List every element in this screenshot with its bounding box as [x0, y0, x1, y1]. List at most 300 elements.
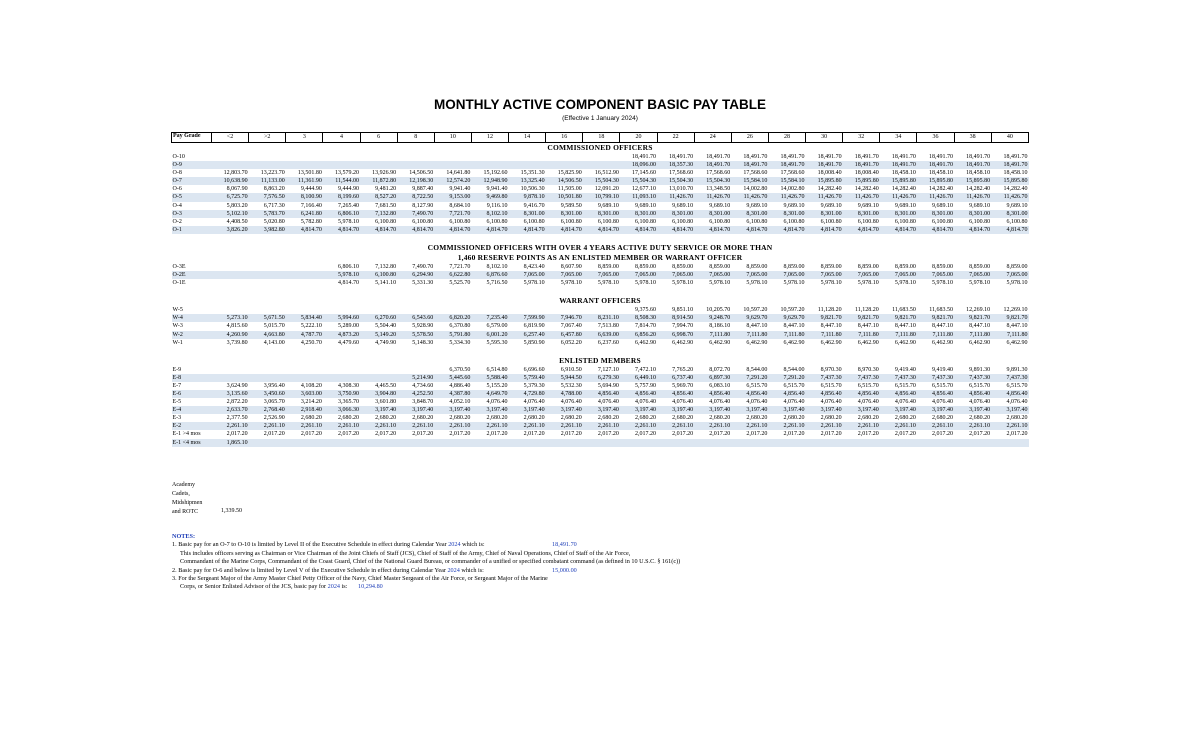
- section-heading: COMMISSIONED OFFICERS: [547, 143, 653, 152]
- pay-cell: 8,863.20: [263, 186, 285, 193]
- pay-cell: 6,462.90: [932, 339, 954, 346]
- pay-cell: 6,515.70: [783, 382, 805, 389]
- years-header: 3: [286, 133, 323, 143]
- pay-cell: 6,515.70: [894, 382, 916, 389]
- pay-cell: 10,506.30: [520, 186, 545, 193]
- years-header: 30: [806, 133, 843, 143]
- pay-grade-cell: E-6: [172, 390, 212, 398]
- pay-cell: [509, 153, 546, 161]
- pay-cell: 4,076.40: [820, 399, 842, 406]
- pay-cell: [434, 439, 471, 447]
- pay-cell: 4,076.40: [894, 399, 916, 406]
- pay-cell: 3,197.40: [991, 406, 1028, 414]
- pay-cell: 8,301.00: [546, 210, 583, 218]
- pay-cell: 7,067.40: [560, 323, 582, 330]
- pay-cell: 6,820.20: [434, 314, 471, 322]
- pay-cell: 3,065.70: [263, 399, 285, 406]
- pay-cell: [397, 306, 434, 314]
- pay-cell: 18,491.70: [669, 154, 694, 160]
- pay-cell: 9,444.90: [300, 186, 322, 193]
- pay-cell: 5,978.10: [635, 280, 657, 287]
- pay-cell: 6,515.70: [1006, 382, 1028, 389]
- pay-cell: 7,681.50: [375, 202, 397, 209]
- pay-cell: 2,680.20: [449, 415, 471, 422]
- pay-cell: 4,076.40: [523, 399, 545, 406]
- pay-cell: 7,111.80: [843, 331, 880, 339]
- pay-cell: [471, 306, 508, 314]
- years-header: 10: [434, 133, 471, 143]
- pay-grade-cell: E-3: [172, 415, 182, 422]
- pay-cell: 8,186.10: [709, 323, 731, 330]
- pay-cell: 9,689.10: [709, 202, 731, 209]
- pay-cell: [212, 153, 249, 161]
- pay-cell: 2,680.20: [412, 415, 434, 422]
- pay-cell: 4,250.70: [300, 339, 322, 346]
- pay-cell: [694, 439, 731, 447]
- pay-cell: [397, 153, 434, 161]
- pay-cell: [360, 306, 397, 314]
- pay-cell: 15,351.30: [520, 170, 545, 177]
- pay-grade-cell: O-3: [172, 210, 212, 218]
- pay-cell: 18,458.10: [929, 170, 954, 177]
- pay-cell: [323, 306, 360, 314]
- pay-cell: 4,143.00: [263, 339, 285, 346]
- pay-cell: 11,128.20: [855, 307, 879, 314]
- pay-cell: 6,462.90: [672, 339, 694, 346]
- pay-cell: 3,197.40: [880, 406, 917, 414]
- pay-cell: 4,814.70: [954, 226, 991, 234]
- pay-cell: 12,574.20: [434, 177, 471, 185]
- pay-cell: 4,788.00: [546, 390, 583, 398]
- pay-cell: 2,633.70: [212, 406, 249, 414]
- pay-cell: 6,100.80: [1006, 218, 1028, 225]
- pay-grade-cell: W-2: [172, 331, 212, 339]
- pay-cell: 8,544.00: [783, 366, 805, 373]
- pay-cell: [546, 161, 583, 169]
- pay-cell: 11,426.70: [806, 193, 843, 201]
- pay-cell: 11,133.00: [249, 177, 286, 185]
- pay-cell: 9,821.70: [917, 314, 954, 322]
- pay-cell: [509, 439, 546, 447]
- pay-cell: 7,490.70: [397, 210, 434, 218]
- section-heading-row: [172, 356, 1029, 366]
- pay-cell: 10,597.20: [743, 307, 768, 314]
- pay-grade-cell: O-6: [172, 186, 182, 193]
- pay-cell: 8,859.00: [857, 263, 879, 270]
- pay-cell: 9,153.00: [434, 193, 471, 201]
- pay-cell: 4,734.60: [412, 382, 434, 389]
- pay-cell: [546, 306, 583, 314]
- pay-cell: 11,544.00: [323, 177, 360, 185]
- pay-cell: 7,994.70: [672, 323, 694, 330]
- pay-cell: 7,132.80: [360, 210, 397, 218]
- pay-cell: 8,301.00: [694, 210, 731, 218]
- pay-cell: 5,978.10: [783, 280, 805, 287]
- pay-cell: 2,261.10: [657, 422, 694, 430]
- pay-cell: 16,512.90: [594, 170, 619, 177]
- note-1: 1. Basic pay for an O-7 to O-10 is limited by Level II of the Executive Schedule in effect during Calendar Year 2024 which is: 18,491.70: [172, 541, 577, 549]
- pay-cell: 2,680.20: [597, 415, 619, 422]
- note-1-year: 2024: [448, 541, 461, 549]
- pay-cell: 2,261.10: [286, 422, 323, 430]
- pay-cell: 2,261.10: [360, 422, 397, 430]
- pay-cell: 18,491.70: [966, 154, 991, 160]
- pay-cell: 5,978.10: [560, 280, 582, 287]
- pay-cell: 7,127.10: [597, 366, 619, 373]
- pay-cell: 2,261.10: [397, 422, 434, 430]
- pay-cell: 2,680.20: [560, 415, 582, 422]
- pay-cell: 6,514.80: [486, 366, 508, 373]
- table-row: [172, 226, 1029, 234]
- pay-cell: 6,449.10: [620, 374, 657, 382]
- pay-cell: 17,568.60: [669, 170, 694, 177]
- pay-cell: 4,856.40: [620, 390, 657, 398]
- pay-cell: 2,261.10: [323, 422, 360, 430]
- pay-cell: 10,638.90: [212, 177, 249, 185]
- pay-cell: 18,491.70: [954, 161, 991, 169]
- pay-cell: 9,469.80: [471, 193, 508, 201]
- pay-cell: 4,814.70: [731, 226, 768, 234]
- pay-cell: 7,065.00: [583, 271, 620, 279]
- pay-cell: 5,978.10: [323, 271, 360, 279]
- pay-cell: 4,856.40: [843, 390, 880, 398]
- pay-cell: 2,680.20: [894, 415, 916, 422]
- pay-cell: 11,093.10: [620, 193, 657, 201]
- pay-cell: 5,331.30: [412, 280, 434, 287]
- pay-cell: 5,834.40: [286, 314, 323, 322]
- pay-cell: 15,504.30: [620, 177, 657, 185]
- table-row: [172, 314, 1029, 322]
- pay-grade-cell: W-4: [172, 314, 212, 322]
- pay-cell: 6,241.80: [286, 210, 323, 218]
- pay-cell: 8,544.00: [746, 366, 768, 373]
- pay-cell: 4,729.80: [509, 390, 546, 398]
- years-header: 20: [620, 133, 657, 143]
- pay-cell: 6,462.90: [857, 339, 879, 346]
- pay-cell: 3,197.40: [657, 406, 694, 414]
- pay-cell: 17,568.60: [743, 170, 768, 177]
- pay-cell: 5,525.70: [449, 280, 471, 287]
- pay-cell: 8,231.10: [583, 314, 620, 322]
- pay-cell: [249, 439, 286, 447]
- pay-grade-cell: O-2: [172, 218, 182, 225]
- pay-cell: [286, 279, 323, 287]
- pay-cell: 6,237.60: [597, 339, 619, 346]
- pay-cell: 3,739.80: [226, 339, 248, 346]
- table-row: [172, 374, 1029, 382]
- pay-cell: 3,197.40: [917, 406, 954, 414]
- pay-cell: 9,416.70: [523, 202, 545, 209]
- pay-cell: 8,072.70: [709, 366, 731, 373]
- pay-cell: 6,515.70: [969, 382, 991, 389]
- pay-cell: 8,301.00: [620, 210, 657, 218]
- pay-cell: 5,578.50: [397, 331, 434, 339]
- pay-cell: 6,100.80: [672, 218, 694, 225]
- pay-cell: 4,663.80: [249, 331, 286, 339]
- pay-cell: 7,111.80: [991, 331, 1028, 339]
- pay-cell: 5,757.90: [635, 382, 657, 389]
- pay-cell: 6,100.80: [597, 218, 619, 225]
- pay-grade-cell: E-2: [172, 422, 212, 430]
- pay-cell: 5,148.30: [412, 339, 434, 346]
- pay-cell: 4,076.40: [635, 399, 657, 406]
- table-row: [172, 422, 1029, 430]
- pay-cell: 3,956.40: [263, 382, 285, 389]
- pay-cell: 2,017.20: [783, 431, 805, 438]
- pay-cell: 8,447.10: [969, 323, 991, 330]
- pay-cell: 5,978.10: [820, 280, 842, 287]
- table-row: [172, 430, 1029, 438]
- pay-cell: 15,584.10: [731, 177, 768, 185]
- pay-cell: 2,017.20: [560, 431, 582, 438]
- pay-cell: 8,199.60: [323, 193, 360, 201]
- pay-cell: 5,759.40: [509, 374, 546, 382]
- pay-cell: 7,437.30: [880, 374, 917, 382]
- pay-cell: 9,821.70: [991, 314, 1028, 322]
- pay-cell: 5,504.40: [375, 323, 397, 330]
- pay-cell: 18,491.70: [929, 154, 954, 160]
- pay-cell: 6,370.50: [449, 366, 471, 373]
- pay-cell: 9,689.10: [857, 202, 879, 209]
- pay-cell: 7,065.00: [657, 271, 694, 279]
- pay-cell: 7,065.00: [917, 271, 954, 279]
- pay-cell: 18,096.00: [620, 161, 657, 169]
- pay-cell: 4,787.70: [286, 331, 323, 339]
- pay-cell: 5,978.10: [709, 280, 731, 287]
- pay-cell: 6,100.80: [486, 218, 508, 225]
- pay-grade-cell: O-4: [172, 202, 182, 209]
- pay-cell: 4,814.70: [583, 226, 620, 234]
- pay-cell: 2,261.10: [471, 422, 508, 430]
- note-2-year: 2024: [447, 566, 460, 574]
- pay-cell: 4,076.40: [672, 399, 694, 406]
- section-heading: ENLISTED MEMBERS: [559, 355, 641, 365]
- pay-cell: 2,680.20: [523, 415, 545, 422]
- pay-cell: 3,450.60: [249, 390, 286, 398]
- pay-cell: 18,491.70: [706, 154, 731, 160]
- pay-cell: 5,020.80: [263, 218, 285, 225]
- pay-cell: 5,978.10: [746, 280, 768, 287]
- pay-cell: [249, 263, 286, 271]
- table-row: [172, 161, 1029, 169]
- pay-cell: [397, 366, 434, 374]
- pay-cell: 6,100.80: [412, 218, 434, 225]
- pay-cell: 9,891.30: [969, 366, 991, 373]
- pay-cell: 8,447.10: [894, 323, 916, 330]
- years-header: 36: [917, 133, 954, 143]
- pay-cell: 10,205.70: [706, 307, 731, 314]
- pay-cell: 5,978.10: [338, 218, 360, 225]
- pay-cell: 2,261.10: [694, 422, 731, 430]
- pay-cell: 9,941.40: [449, 186, 471, 193]
- pay-cell: 12,198.30: [397, 177, 434, 185]
- pay-cell: 5,803.20: [226, 202, 248, 209]
- pay-cell: 3,197.40: [583, 406, 620, 414]
- pay-cell: 8,447.10: [1006, 323, 1028, 330]
- pay-cell: 6,370.80: [449, 323, 471, 330]
- pay-cell: 2,261.10: [620, 422, 657, 430]
- pay-cell: [286, 306, 323, 314]
- pay-cell: 7,111.80: [806, 331, 843, 339]
- pay-cell: 14,282.40: [929, 186, 954, 193]
- pay-cell: 9,689.10: [932, 202, 954, 209]
- pay-cell: 2,017.20: [820, 431, 842, 438]
- pay-cell: 2,261.10: [843, 422, 880, 430]
- pay-cell: 6,725.70: [212, 193, 249, 201]
- pay-cell: 18,008.40: [817, 170, 842, 177]
- pay-cell: 6,515.70: [932, 382, 954, 389]
- table-row: [172, 153, 1029, 161]
- years-header: 32: [843, 133, 880, 143]
- pay-cell: 5,978.10: [1006, 280, 1028, 287]
- pay-cell: 10,501.80: [546, 193, 583, 201]
- pay-cell: 15,895.80: [843, 177, 880, 185]
- pay-cell: 17,568.60: [780, 170, 805, 177]
- pay-cell: 5,928.90: [412, 323, 434, 330]
- pay-cell: 3,197.40: [397, 406, 434, 414]
- table-row: [172, 382, 1029, 390]
- pay-cell: 2,017.20: [672, 431, 694, 438]
- pay-cell: 2,768.40: [249, 406, 286, 414]
- pay-cell: 6,462.90: [1006, 339, 1028, 346]
- pay-cell: 5,850.90: [523, 339, 545, 346]
- pay-cell: 11,505.00: [558, 186, 582, 193]
- pay-cell: 8,859.00: [635, 263, 657, 270]
- pay-cell: 3,197.40: [434, 406, 471, 414]
- pay-cell: 4,814.70: [694, 226, 731, 234]
- pay-cell: 6,100.80: [746, 218, 768, 225]
- pay-cell: 9,851.10: [672, 307, 694, 314]
- pay-cell: [360, 439, 397, 447]
- pay-grade-cell: E-1 >4 mos: [172, 431, 201, 438]
- table-row: [172, 271, 1029, 279]
- pay-cell: 2,680.20: [635, 415, 657, 422]
- pay-cell: 15,895.80: [880, 177, 917, 185]
- pay-cell: 4,856.40: [991, 390, 1028, 398]
- pay-cell: 6,270.60: [360, 314, 397, 322]
- pay-cell: 6,579.00: [486, 323, 508, 330]
- pay-cell: [583, 439, 620, 447]
- pay-cell: 18,458.10: [891, 170, 916, 177]
- pay-cell: [323, 161, 360, 169]
- pay-cell: 2,017.20: [635, 431, 657, 438]
- section-spacer: [172, 234, 1029, 243]
- pay-cell: 14,641.80: [446, 170, 471, 177]
- pay-cell: 7,065.00: [806, 271, 843, 279]
- pay-cell: 2,017.20: [1006, 431, 1028, 438]
- pay-cell: 18,491.70: [731, 161, 768, 169]
- pay-cell: 4,814.70: [323, 226, 360, 234]
- pay-cell: 18,458.10: [1003, 170, 1028, 177]
- pay-cell: 2,261.10: [546, 422, 583, 430]
- pay-grade-cell: O-2E: [172, 271, 212, 279]
- academy-label-line: Cadets,: [172, 491, 190, 497]
- pay-cell: 2,261.10: [434, 422, 471, 430]
- pay-cell: 8,301.00: [917, 210, 954, 218]
- academy-label-line: Academy: [172, 482, 195, 488]
- pay-grade-cell: O-8: [172, 170, 182, 177]
- pay-cell: 8,859.00: [932, 263, 954, 270]
- pay-grade-cell: E-8: [172, 374, 212, 382]
- pay-cell: 2,017.20: [523, 431, 545, 438]
- pay-cell: 8,301.00: [806, 210, 843, 218]
- pay-grade-cell: W-1: [172, 339, 183, 346]
- pay-cell: 2,261.10: [583, 422, 620, 430]
- pay-cell: 4,856.40: [583, 390, 620, 398]
- pay-cell: 6,462.90: [746, 339, 768, 346]
- pay-cell: 6,696.60: [523, 366, 545, 373]
- pay-cell: 5,214.90: [397, 374, 434, 382]
- pay-cell: 5,289.00: [338, 323, 360, 330]
- pay-cell: 5,782.80: [300, 218, 322, 225]
- basic-pay-table: [171, 132, 1029, 447]
- pay-cell: [583, 153, 620, 161]
- pay-cell: 8,859.00: [894, 263, 916, 270]
- pay-cell: 2,017.20: [338, 431, 360, 438]
- pay-cell: 2,017.20: [932, 431, 954, 438]
- pay-cell: [323, 153, 360, 161]
- pay-cell: [360, 374, 397, 382]
- pay-cell: 9,375.60: [635, 307, 657, 314]
- pay-cell: [434, 153, 471, 161]
- pay-cell: 4,308.30: [338, 382, 360, 389]
- pay-cell: 5,595.30: [486, 339, 508, 346]
- pay-cell: 8,859.00: [709, 263, 731, 270]
- pay-cell: [434, 306, 471, 314]
- section-heading: WARRANT OFFICERS: [559, 296, 641, 306]
- pay-cell: 2,261.10: [917, 422, 954, 430]
- pay-cell: 8,102.10: [471, 210, 508, 218]
- years-header: >2: [249, 133, 286, 143]
- pay-cell: 18,491.70: [632, 154, 657, 160]
- pay-cell: 2,680.20: [486, 415, 508, 422]
- pay-cell: 11,872.80: [360, 177, 397, 185]
- pay-cell: 2,680.20: [672, 415, 694, 422]
- pay-grade-cell: E-4: [172, 406, 212, 414]
- pay-cell: 9,689.10: [820, 202, 842, 209]
- pay-cell: 6,622.80: [434, 271, 471, 279]
- table-row: [172, 414, 1029, 422]
- pay-cell: 2,680.20: [746, 415, 768, 422]
- pay-cell: 8,447.10: [746, 323, 768, 330]
- pay-cell: 9,689.10: [672, 202, 694, 209]
- pay-cell: 5,379.30: [523, 382, 545, 389]
- pay-cell: 2,261.10: [212, 422, 249, 430]
- pay-cell: 3,197.40: [731, 406, 768, 414]
- section-spacer: [172, 347, 1029, 356]
- pay-grade-cell: E-9: [172, 366, 182, 373]
- pay-cell: [286, 366, 323, 374]
- pay-cell: 6,001.20: [471, 331, 508, 339]
- pay-cell: 3,135.60: [212, 390, 249, 398]
- pay-cell: 4,814.70: [471, 226, 508, 234]
- years-header: 40: [991, 133, 1028, 143]
- pay-cell: 7,132.80: [375, 263, 397, 270]
- pay-cell: 8,102.10: [486, 263, 508, 270]
- pay-cell: 8,970.30: [820, 366, 842, 373]
- pay-cell: [323, 439, 360, 447]
- pay-cell: 18,491.70: [1003, 154, 1028, 160]
- pay-cell: 7,291.20: [768, 374, 805, 382]
- section-heading-row: [172, 143, 1029, 154]
- pay-cell: 15,895.80: [954, 177, 991, 185]
- pay-cell: 2,261.10: [249, 422, 286, 430]
- pay-cell: 5,978.10: [523, 280, 545, 287]
- pay-cell: 2,017.20: [449, 431, 471, 438]
- pay-cell: 7,065.00: [843, 271, 880, 279]
- pay-cell: 11,683.50: [929, 307, 954, 314]
- pay-cell: 5,978.10: [894, 280, 916, 287]
